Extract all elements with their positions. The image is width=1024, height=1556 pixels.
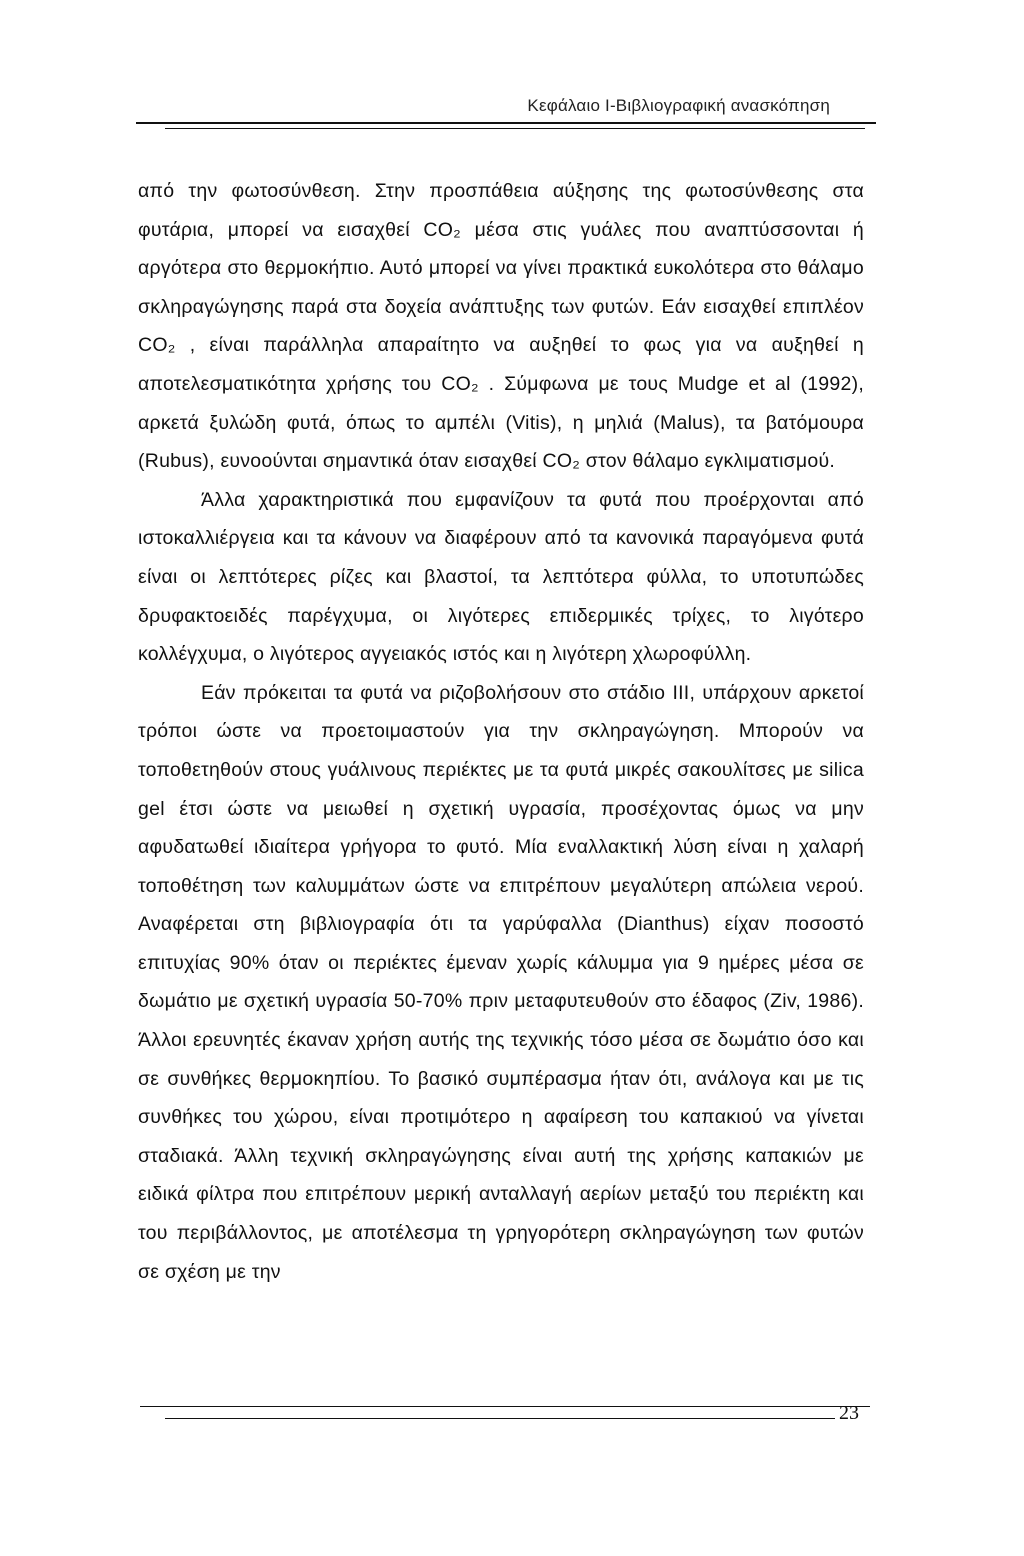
running-header: Κεφάλαιο Ι-Βιβλιογραφική ανασκόπηση [527, 96, 830, 115]
paragraph-tissue-culture-traits: Άλλα χαρακτηριστικά που εμφανίζουν τα φυτά που προέρχονται από ιστοκαλλιέργεια και τα κάνουν να διαφέρουν από τα κανονικά παραγόμενα φυτά είναι οι λεπτότερες ρίζες και βλαστοί, τα λεπτότερα φύλλα, το υποτυπώδες δρυφακτοειδές παρέγχυμα, οι λιγότερες επιδερμικές τρίχες, το λιγότερο κολλέγχυμα, ο λιγότερος αγγειακός ιστός και η λιγότερη χλωροφύλλη. [138, 488, 864, 666]
page-number: 23 [839, 1402, 859, 1424]
paragraph-hardening-methods: Εάν πρόκειται τα φυτά να ριζοβολήσουν στο στάδιο III, υπάρχουν αρκετοί τρόποι ώστε να προετοιμαστούν για την σκληραγώγηση. Μπορούν να τοποθετηθούν στους γυάλινους περιέκτες με τα φυτά μικρές σακουλίτσες με silica gel έτσι ώστε να μειωθεί η σχετική υγρασία, προσέχοντας όμως να μην αφυδατωθεί ιδιαίτερα γρήγορα το φυτό. Μία εναλλακτική λύση είναι η χαλαρή τοποθέτηση των καλυμμάτων ώστε να επιτρέπουν μεγαλύτερη απώλεια νερού. Αναφέρεται στη βιβλιογραφία ότι τα γαρύφαλλα (Dianthus) είχαν ποσοστό επιτυχίας 90% όταν οι περιέκτες έμεναν χωρίς κάλυμμα για 9 ημέρες μέσα σε δωμάτιο με σχετική υγρασία 50-70% πριν μεταφυτευθούν στο έδαφος (Ziv, 1986). Άλλοι ερευνητές έκαναν χρήση αυτής της τεχνικής τόσο μέσα σε δωμάτιο όσο και σε συνθήκες θερμοκηπίου. Το βασικό συμπέρασμα ήταν ότι, ανάλογα και με τις συνθήκες του χώρου, είναι προτιμότερο η αφαίρεση του καπακιού να γίνεται σταδιακά. Άλλη τεχνική σκληραγώγησης είναι αυτή της χρήσης καπακιών με ειδικά φίλτρα που επιτρέπουν μερική ανταλλαγή αερίων μεταξύ του περιέκτη και του περιβάλλοντος, με αποτέλεσμα τη γρηγορότερη σκληραγώγηση των φυτών σε σχέση με την [138, 681, 864, 1283]
footer-rule-secondary [165, 1418, 835, 1419]
footer-rule [140, 1406, 870, 1407]
header-rule [136, 122, 876, 124]
paragraph-co2-enrichment: από την φωτοσύνθεση. Στην προσπάθεια αύξησης της φωτοσύνθεσης στα φυτάρια, μπορεί να εισαχθεί CO₂ μέσα στις γυάλες που αναπτύσσονται ή αργότερα στο θερμοκήπιο. Αυτό μπορεί να γίνει πρακτικά ευκολότερα στο θάλαμο σκληραγώγησης παρά στα δοχεία ανάπτυξης των φυτών. Εάν εισαχθεί επιπλέον CO₂ , είναι παράλληλα απαραίτητο να αυξηθεί το φως για να αυξηθεί η αποτελεσματικότητα χρήσης του CO₂ . Σύμφωνα με τους Mudge et al (1992), αρκετά ξυλώδη φυτά, όπως το αμπέλι (Vitis), η μηλιά (Malus), τα βατόμουρα (Rubus), ευνοούνται σημαντικά όταν εισαχθεί CO₂ στον θάλαμο εγκλιματισμού. [138, 180, 864, 473]
header-rule-secondary [165, 128, 865, 129]
body-text [138, 172, 864, 1291]
